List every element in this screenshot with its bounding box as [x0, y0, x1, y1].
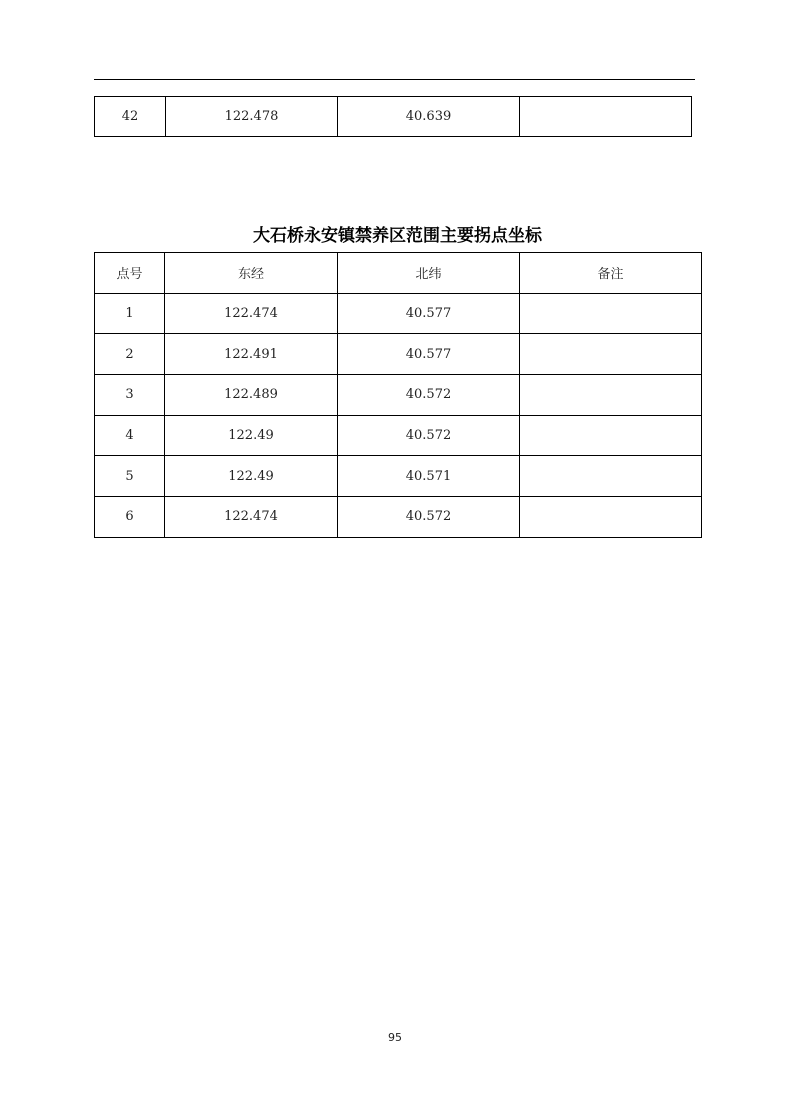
longitude-cell: 122.478 — [166, 97, 338, 137]
page-number: 95 — [388, 1031, 402, 1044]
remarks-cell — [520, 456, 702, 497]
latitude-cell: 40.577 — [338, 293, 520, 334]
table-header-row — [95, 253, 702, 294]
longitude-cell: 122.489 — [165, 375, 338, 416]
table-row — [95, 456, 702, 497]
remarks-cell — [520, 293, 702, 334]
table-row — [95, 293, 702, 334]
longitude-cell: 122.474 — [165, 497, 338, 538]
column-header-point-number: 点号 — [95, 253, 165, 294]
table-row — [95, 375, 702, 416]
table-row — [95, 415, 702, 456]
longitude-cell: 122.491 — [165, 334, 338, 375]
table-row — [95, 334, 702, 375]
table-title: 大石桥永安镇禁养区范围主要拐点坐标 — [253, 226, 542, 246]
latitude-cell: 40.639 — [338, 97, 520, 137]
continued-coordinates-table — [94, 96, 692, 137]
remarks-cell — [520, 97, 692, 137]
point-number-cell: 4 — [95, 415, 165, 456]
point-number-cell: 1 — [95, 293, 165, 334]
latitude-cell: 40.572 — [338, 497, 520, 538]
point-number-cell: 42 — [95, 97, 166, 137]
column-header-longitude: 东经 — [165, 253, 338, 294]
point-number-cell: 3 — [95, 375, 165, 416]
column-header-latitude: 北纬 — [338, 253, 520, 294]
column-header-remarks: 备注 — [520, 253, 702, 294]
latitude-cell: 40.572 — [338, 415, 520, 456]
table-row — [95, 97, 692, 137]
turning-point-coordinates-table — [94, 252, 702, 538]
table-row — [95, 497, 702, 538]
longitude-cell: 122.49 — [165, 415, 338, 456]
remarks-cell — [520, 497, 702, 538]
latitude-cell: 40.577 — [338, 334, 520, 375]
header-rule — [94, 79, 695, 80]
remarks-cell — [520, 415, 702, 456]
remarks-cell — [520, 375, 702, 416]
longitude-cell: 122.474 — [165, 293, 338, 334]
point-number-cell: 2 — [95, 334, 165, 375]
longitude-cell: 122.49 — [165, 456, 338, 497]
point-number-cell: 5 — [95, 456, 165, 497]
point-number-cell: 6 — [95, 497, 165, 538]
latitude-cell: 40.572 — [338, 375, 520, 416]
latitude-cell: 40.571 — [338, 456, 520, 497]
remarks-cell — [520, 334, 702, 375]
